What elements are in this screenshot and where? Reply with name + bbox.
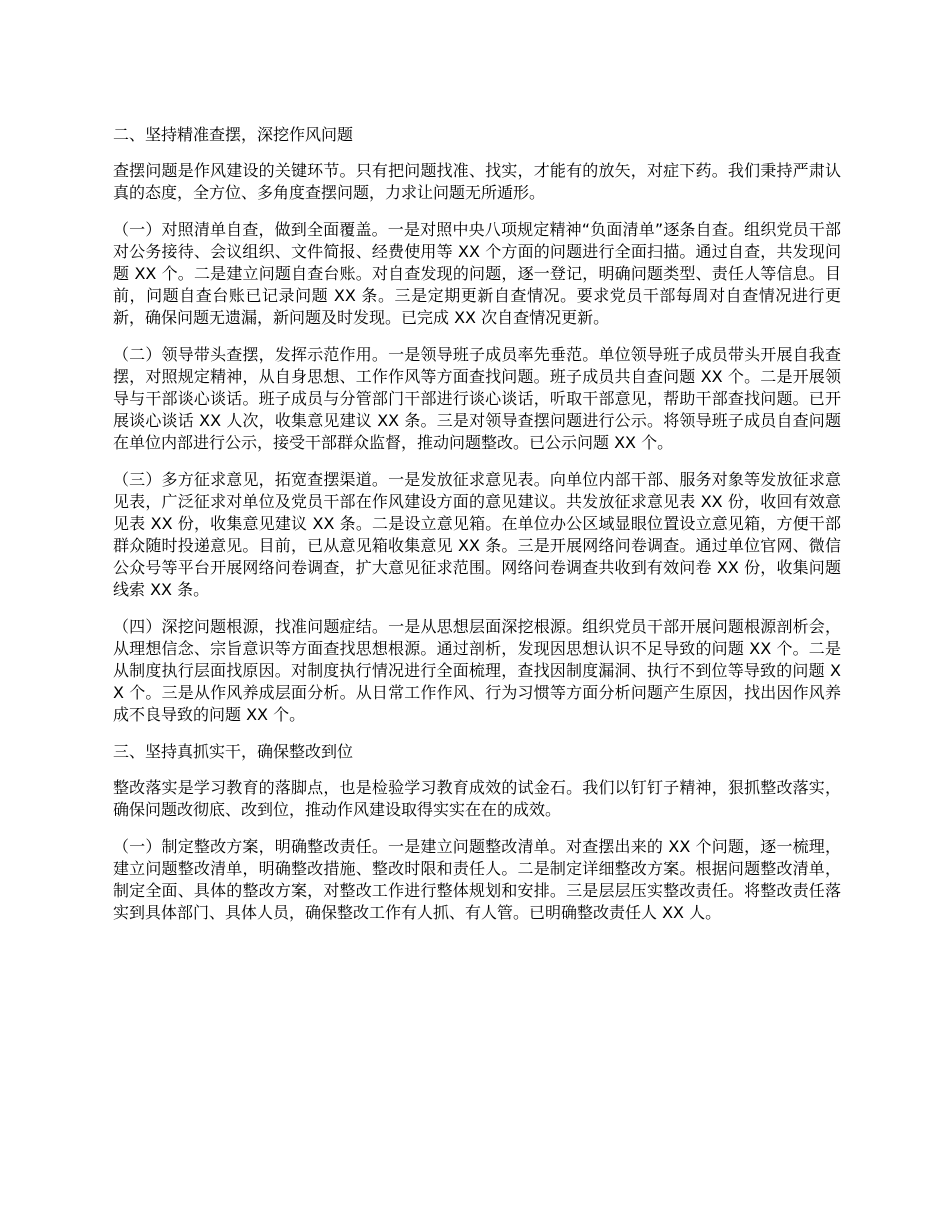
paragraph-intro-2: 查摆问题是作风建设的关键环节。只有把问题找准、找实，才能有的放矢，对症下药。我们秉持严肃认真的态度，全方位、多角度查摆问题，力求让问题无所遁形。: [113, 161, 841, 202]
section-heading-3: 三、坚持真抓实干，确保整改到位: [113, 742, 354, 761]
document-page: [113, 124, 841, 939]
paragraph-2-3: （三）多方征求意见，拓宽查摆渠道。一是发放征求意见表。向单位内部干部、服务对象等发放征求意见表，广泛征求对单位及党员干部在作风建设方面的意见建议。共发放征求意见表 XX 份，收回有效意见表 XX 份，收集意见建议 XX 条。二是设立意见箱。在单位办公区域显眼位置设立意见箱，方便干部群众随时投递意见。目前，已从意见箱收集意见 XX 条。三是开展网络问卷调查。通过单位官网、微信公众号等平台开展网络问卷调查，扩大意见征求范围。网络问卷调查共收到有效问卷 XX 份，收集问题线索 XX 条。: [113, 470, 841, 599]
paragraph-3-1: （一）制定整改方案，明确整改责任。一是建立问题整改清单。对查摆出来的 XX 个问题，逐一梳理，建立问题整改清单，明确整改措施、整改时限和责任人。二是制定详细整改方案。根据问题整改清单，制定全面、具体的整改方案，对整改工作进行整体规划和安排。三是层层压实整改责任。将整改责任落实到具体部门、具体人员，确保整改工作有人抓、有人管。已明确整改责任人 XX 人。: [113, 837, 841, 922]
paragraph-2-1: （一）对照清单自查，做到全面覆盖。一是对照中央八项规定精神“负面清单”逐条自查。组织党员干部对公务接待、会议组织、文件简报、经费使用等 XX 个方面的问题进行全面扫描。通过自查，共发现问题 XX 个。二是建立问题自查台账。对自查发现的问题，逐一登记，明确问题类型、责任人等信息。目前，问题自查台账已记录问题 XX 条。三是定期更新自查情况。要求党员干部每周对自查情况进行更新，确保问题无遗漏，新问题及时发现。已完成 XX 次自查情况更新。: [113, 220, 841, 327]
paragraph-intro-3: 整改落实是学习教育的落脚点，也是检验学习教育成效的试金石。我们以钉钉子精神，狠抓整改落实，确保问题改彻底、改到位，推动作风建设取得实实在在的成效。: [113, 778, 841, 819]
paragraph-2-4: （四）深挖问题根源，找准问题症结。一是从思想层面深挖根源。组织党员干部开展问题根源剖析会，从理想信念、宗旨意识等方面查找思想根源。通过剖析，发现因思想认识不足导致的问题 XX 个。二是从制度执行层面找原因。对制度执行情况进行全面梳理，查找因制度漏洞、执行不到位等导致的问题 XX 个。三是从作风养成层面分析。从日常工作作风、行为习惯等方面分析问题产生原因，找出因作风养成不良导致的问题 XX 个。: [113, 617, 841, 724]
paragraph-2-2: （二）领导带头查摆，发挥示范作用。一是领导班子成员率先垂范。单位领导班子成员带头开展自我查摆，对照规定精神，从自身思想、工作作风等方面查找问题。班子成员共自查问题 XX 个。二是开展领导与干部谈心谈话。班子成员与分管部门干部进行谈心谈话，听取干部意见，帮助干部查找问题。已开展谈心谈话 XX 人次，收集意见建议 XX 条。三是对领导查摆问题进行公示。将领导班子成员自查问题在单位内部进行公示，接受干部群众监督，推动问题整改。已公示问题 XX 个。: [113, 345, 841, 452]
section-heading-2: 二、坚持精准查摆，深挖作风问题: [113, 125, 354, 144]
